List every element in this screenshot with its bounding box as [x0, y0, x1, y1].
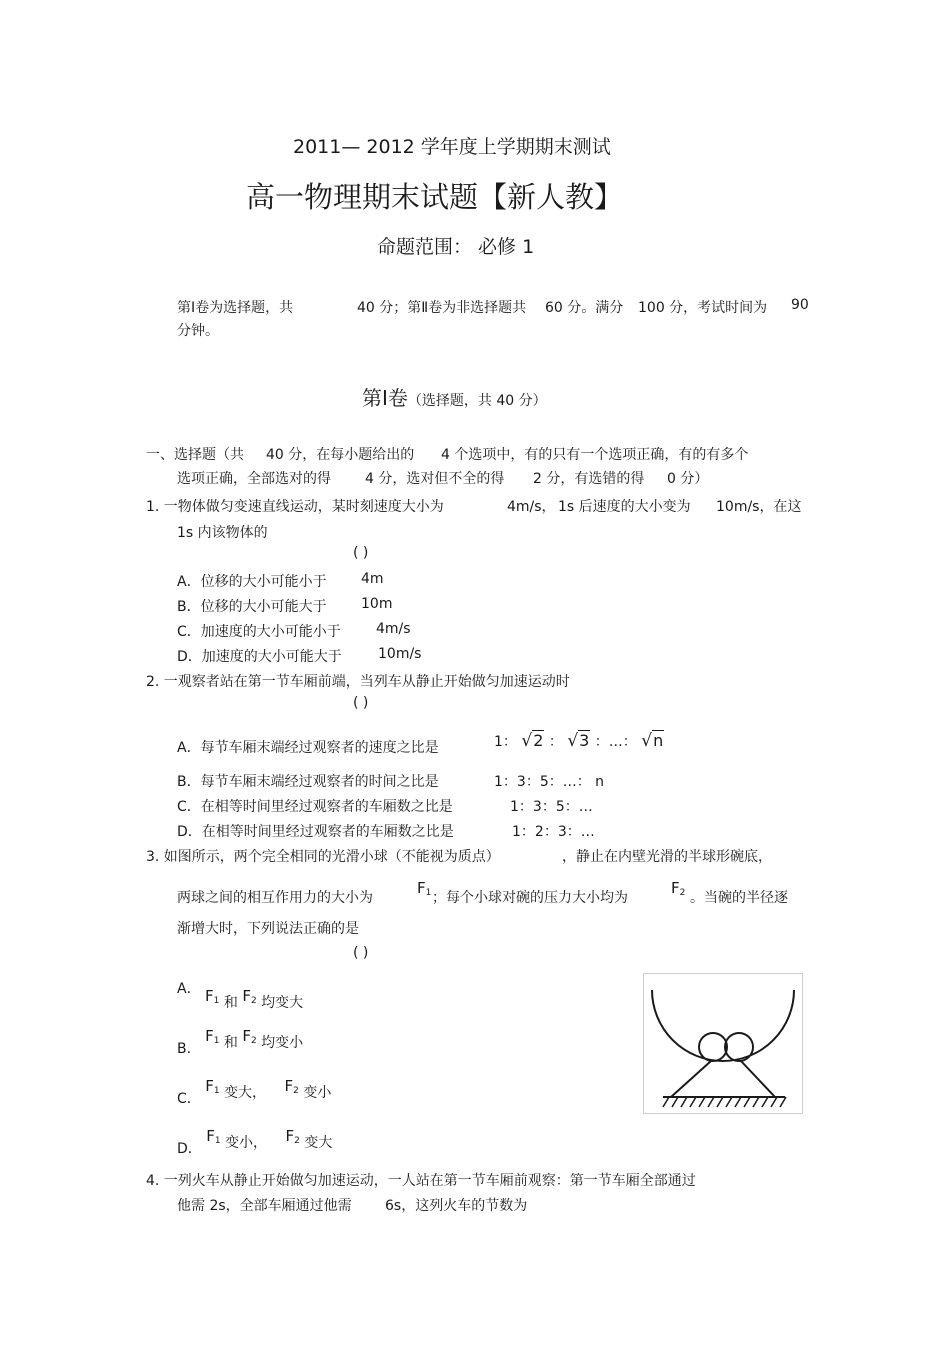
sqrt-n: √n — [641, 731, 664, 751]
q3-option-d: D． $F_1$ 变小， $F_2$ 变大 — [177, 1127, 333, 1157]
section-text: 2 分，有选错的得 — [533, 471, 645, 487]
q2-option-b-value: 1：3：5：…： n — [494, 774, 605, 790]
q1-option-d: D．加速度的大小可能大于 — [177, 649, 342, 665]
q2-option-d-value: 1：2：3：… — [512, 824, 595, 840]
q1-stem: 4m/s， — [507, 499, 556, 515]
q3-option-b: B． $F_1$ 和 $F_2$ 均变小 — [177, 1027, 304, 1057]
q4-stem: 4. 一列火车从静止开始做匀加速运动，一人站在第一节车厢前观察：第一节车厢全部通过 — [146, 1173, 696, 1189]
symbol-f1: $F_1$ — [417, 879, 432, 898]
symbol-f2: $F_2$ — [285, 1127, 300, 1146]
section-text: 40 分，在每小题给出的 — [266, 447, 415, 463]
q1-stem: 1s 内该物体的 — [177, 525, 268, 541]
q1-option-d-value: 10m/s — [378, 646, 422, 662]
q2-option-a-formula: 1： √2 ： √3 ：…： √n — [494, 731, 664, 751]
q2-option-b: B．每节车厢末端经过观察者的时间之比是 — [177, 774, 439, 790]
intro-text: 分钟。 — [177, 323, 219, 339]
q1-option-b-value: 10m — [361, 596, 393, 612]
volume-heading — [362, 382, 547, 411]
q2-option-a: A．每节车厢末端经过观察者的速度之比是 — [177, 740, 439, 756]
bowl-arc — [652, 990, 794, 1061]
symbol-f1: $F_1$ — [206, 1127, 221, 1146]
volume-title: 第Ⅰ卷 — [362, 386, 408, 410]
symbol-f2: $F_2$ — [671, 879, 686, 898]
q3-stem: 两球之间的相互作用力的大小为 — [177, 890, 373, 906]
intro-text: 60 分。满分 — [545, 300, 624, 316]
symbol-f2: $F_2$ — [242, 1027, 257, 1046]
exam-scope: 命题范围： 必修 1 — [377, 236, 535, 258]
intro-text: 90 — [791, 297, 809, 313]
symbol-f2: $F_2$ — [284, 1077, 299, 1096]
q1-stem: 10m/s，在这 — [716, 499, 802, 515]
q2-stem: 2. 一观察者站在第一节车厢前端，当列车从静止开始做匀加速运动时 — [146, 674, 570, 690]
q4-stem: 他需 2s，全部车厢通过他需 — [177, 1198, 352, 1214]
symbol-f1: $F_1$ — [205, 1027, 220, 1046]
q4-stem: 6s，这列火车的节数为 — [385, 1198, 528, 1214]
q3-option-a: A． $F_1$ 和 $F_2$ 均变大 — [177, 981, 304, 1011]
answer-bracket: ( ) — [353, 695, 369, 711]
intro-text: 第Ⅰ卷为选择题，共 — [177, 300, 294, 316]
q1-option-a: A．位移的大小可能小于 — [177, 574, 327, 590]
section-text: 0 分） — [667, 471, 709, 487]
symbol-f2: $F_2$ — [242, 987, 257, 1006]
exam-term-title: 2011— 2012 学年度上学期期末测试 — [293, 136, 611, 158]
q1-stem: 1. 一物体做匀变速直线运动，某时刻速度大小为 — [146, 499, 444, 515]
ground-hatch — [663, 1097, 786, 1107]
exam-main-title: 高一物理期末试题【新人教】 — [246, 180, 624, 214]
q1-option-a-value: 4m — [361, 571, 384, 587]
figure-frame — [644, 974, 803, 1114]
q3-stem: 3. 如图所示，两个完全相同的光滑小球（不能视为质点） — [146, 849, 500, 865]
symbol-f1: $F_1$ — [205, 987, 220, 1006]
symbol-f1: $F_1$ — [205, 1077, 220, 1096]
q2-option-d: D．在相等时间里经过观察者的车厢数之比是 — [177, 824, 454, 840]
q3-stem: ，静止在内壁光滑的半球形碗底， — [562, 849, 772, 865]
q1-option-b: B．位移的大小可能大于 — [177, 599, 327, 615]
q3-stem: ；每个小球对碗的压力大小均为 — [432, 890, 628, 906]
section-text: 4 分，选对但不全的得 — [365, 471, 505, 487]
answer-bracket: ( ) — [353, 945, 369, 961]
bowl-stand — [671, 1061, 775, 1097]
q2-option-c: C．在相等时间里经过观察者的车厢数之比是 — [177, 799, 453, 815]
sqrt-2: √2 — [521, 731, 544, 751]
q2-option-c-value: 1：3：5：… — [510, 799, 593, 815]
q3-stem: 。当碗的半径逐 — [690, 890, 788, 906]
sqrt-3: √3 — [567, 731, 590, 751]
section-text: 选项正确，全部选对的得 — [177, 471, 331, 487]
intro-text: 40 分；第Ⅱ卷为非选择题共 — [357, 300, 527, 316]
ball-right — [725, 1033, 753, 1061]
q3-stem: 渐增大时，下列说法正确的是 — [177, 921, 359, 937]
bowl-figure — [643, 973, 803, 1114]
section-text: 4 个选项中，有的只有一个选项正确，有的有多个 — [441, 447, 749, 463]
q1-option-c-value: 4m/s — [376, 621, 411, 637]
ball-left — [699, 1033, 727, 1061]
q1-stem: 1s 后速度的大小变为 — [558, 499, 691, 515]
intro-text: 100 分，考试时间为 — [638, 300, 768, 316]
volume-note: （选择题，共 40 分） — [407, 393, 547, 409]
section-text: 一、选择题（共 — [146, 447, 244, 463]
q1-option-c: C．加速度的大小可能小于 — [177, 624, 341, 640]
answer-bracket: ( ) — [353, 545, 369, 561]
q3-option-c: C． $F_1$ 变大， $F_2$ 变小 — [177, 1077, 332, 1107]
